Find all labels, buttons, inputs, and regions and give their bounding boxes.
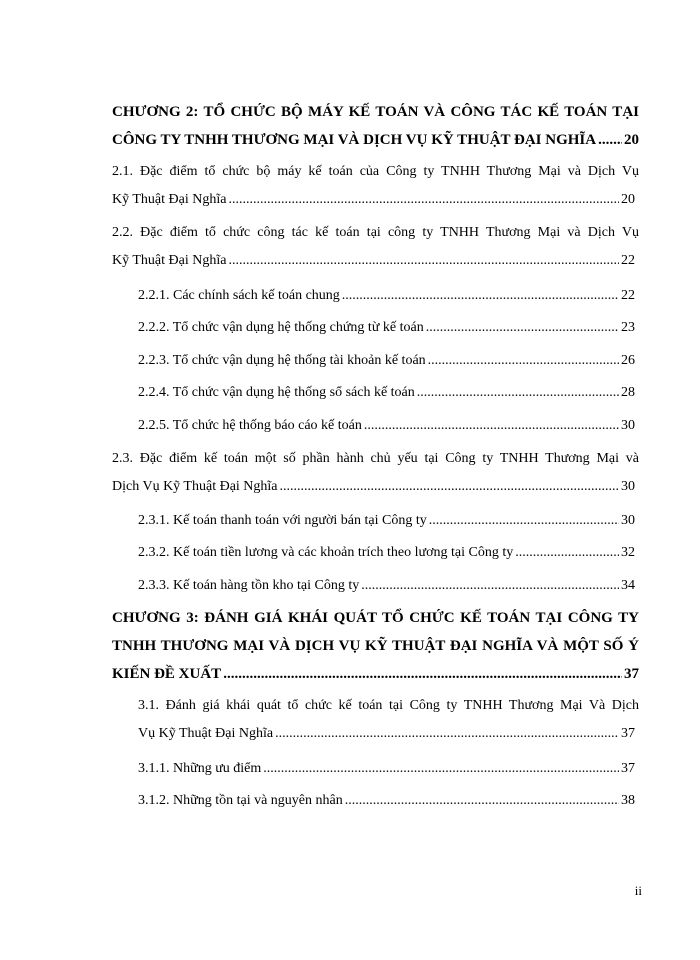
- toc-section-3-1-entry[interactable]: [138, 726, 635, 742]
- toc-leader-dots: [345, 793, 619, 809]
- toc-leader-dots: [426, 320, 619, 336]
- toc-section-2-2-3[interactable]: [138, 353, 635, 369]
- toc-chapter-3-line-2[interactable]: TNHH THƯƠNG MẠI VÀ DỊCH VỤ KỸ THUẬT ĐẠI NGHĨA VÀ MỘT SỐ Ý: [112, 638, 639, 654]
- toc-section-2-3-line-2: Dịch Vụ Kỹ Thuật Đại Nghĩa: [112, 479, 278, 494]
- toc-chapter-3-entry[interactable]: [112, 666, 639, 683]
- toc-page-number: 23: [621, 320, 635, 335]
- toc-chapter-3-line-3: KIẾN ĐỀ XUẤT: [112, 666, 222, 682]
- toc-entry-title: 2.3.3. Kế toán hàng tồn kho tại Công ty: [138, 578, 360, 593]
- toc-page-number: 20: [624, 132, 639, 148]
- toc-section-2-2-5[interactable]: [138, 418, 635, 434]
- toc-section-2-3-line-1[interactable]: 2.3. Đặc điểm kế toán một số phần hành chủ yếu tại Công ty TNHH Thương Mại và: [112, 451, 639, 466]
- toc-entry-title: 2.2.5. Tổ chức hệ thống báo cáo kế toán: [138, 418, 362, 433]
- toc-leader-dots: [223, 666, 622, 683]
- toc-leader-dots: [429, 513, 619, 529]
- toc-leader-dots: [361, 578, 619, 594]
- toc-entry-title: 2.2.1. Các chính sách kế toán chung: [138, 288, 340, 303]
- toc-entry-title: 2.2.3. Tổ chức vận dụng hệ thống tài khoản kế toán: [138, 353, 426, 368]
- toc-page-number: 30: [621, 513, 635, 528]
- toc-entry-title: 2.2.2. Tổ chức vận dụng hệ thống chứng từ kế toán: [138, 320, 424, 335]
- toc-page-number: 37: [624, 666, 639, 682]
- toc-leader-dots: [228, 192, 619, 208]
- toc-section-2-2-entry[interactable]: [112, 253, 635, 269]
- toc-section-3-1-line-1[interactable]: 3.1. Đánh giá khái quát tổ chức kế toán tại Công ty TNHH Thương Mại Và Dịch: [138, 698, 639, 713]
- toc-section-3-1-2[interactable]: [138, 793, 635, 809]
- toc-entry-title: 2.3.2. Kế toán tiền lương và các khoản trích theo lương tại Công ty: [138, 545, 514, 560]
- toc-entry-title: 3.1.1. Những ưu điểm: [138, 761, 262, 776]
- toc-section-2-1-line-2: Kỹ Thuật Đại Nghĩa: [112, 192, 227, 207]
- toc-page-number: 34: [621, 578, 635, 593]
- toc-page-number: 30: [621, 479, 635, 494]
- toc-section-2-1-entry[interactable]: [112, 192, 635, 208]
- toc-section-2-2-1[interactable]: [138, 288, 635, 304]
- toc-section-2-3-entry[interactable]: [112, 479, 635, 495]
- toc-chapter-2-line-2: CÔNG TY TNHH THƯƠNG MẠI VÀ DỊCH VỤ KỸ THUẬT ĐẠI NGHĨA: [112, 132, 597, 148]
- toc-page-number: 26: [621, 353, 635, 368]
- toc-leader-dots: [228, 253, 619, 269]
- toc-leader-dots: [515, 545, 619, 561]
- toc-section-2-2-line-1[interactable]: 2.2. Đặc điểm tổ chức công tác kế toán tại công ty TNHH Thương Mại và Dịch Vụ: [112, 225, 639, 240]
- toc-page-number: 22: [621, 288, 635, 303]
- toc-section-3-1-line-2: Vụ Kỹ Thuật Đại Nghĩa: [138, 726, 274, 741]
- toc-section-2-2-4[interactable]: [138, 385, 635, 401]
- toc-page-number: 22: [621, 253, 635, 268]
- toc-section-2-3-1[interactable]: [138, 513, 635, 529]
- toc-page-number: 20: [621, 192, 635, 207]
- toc-section-2-2-line-2: Kỹ Thuật Đại Nghĩa: [112, 253, 227, 268]
- toc-page-number: 30: [621, 418, 635, 433]
- toc-entry-title: 2.3.1. Kế toán thanh toán với người bán tại Công ty: [138, 513, 427, 528]
- toc-section-2-2-2[interactable]: [138, 320, 635, 336]
- footer-page-number: ii: [634, 883, 642, 898]
- toc-page-number: 38: [621, 793, 635, 808]
- toc-page-number: 28: [621, 385, 635, 400]
- toc-chapter-2-line-1[interactable]: CHƯƠNG 2: TỔ CHỨC BỘ MÁY KẾ TOÁN VÀ CÔNG TÁC KẾ TOÁN TẠI: [112, 104, 639, 120]
- toc-section-2-3-2[interactable]: [138, 545, 635, 561]
- toc-leader-dots: [598, 132, 622, 149]
- toc-leader-dots: [417, 385, 619, 401]
- toc-chapter-3-line-1[interactable]: CHƯƠNG 3: ĐÁNH GIÁ KHÁI QUÁT TỔ CHỨC KẾ TOÁN TẠI CÔNG TY: [112, 610, 639, 626]
- toc-leader-dots: [263, 761, 619, 777]
- toc-section-2-3-3[interactable]: [138, 578, 635, 594]
- toc-entry-title: 3.1.2. Những tồn tại và nguyên nhân: [138, 793, 343, 808]
- toc-page-number: 37: [621, 726, 635, 741]
- toc-leader-dots: [342, 288, 619, 304]
- toc-leader-dots: [428, 353, 619, 369]
- toc-leader-dots: [280, 479, 619, 495]
- toc-page-number: 32: [621, 545, 635, 560]
- toc-leader-dots: [275, 726, 619, 742]
- toc-leader-dots: [364, 418, 619, 434]
- toc-chapter-2-entry[interactable]: [112, 132, 639, 149]
- toc-entry-title: 2.2.4. Tổ chức vận dụng hệ thống sổ sách kế toán: [138, 385, 415, 400]
- toc-section-2-1-line-1[interactable]: 2.1. Đặc điểm tổ chức bộ máy kế toán của Công ty TNHH Thương Mại và Dịch Vụ: [112, 164, 639, 179]
- toc-section-3-1-1[interactable]: [138, 761, 635, 777]
- toc-page-number: 37: [621, 761, 635, 776]
